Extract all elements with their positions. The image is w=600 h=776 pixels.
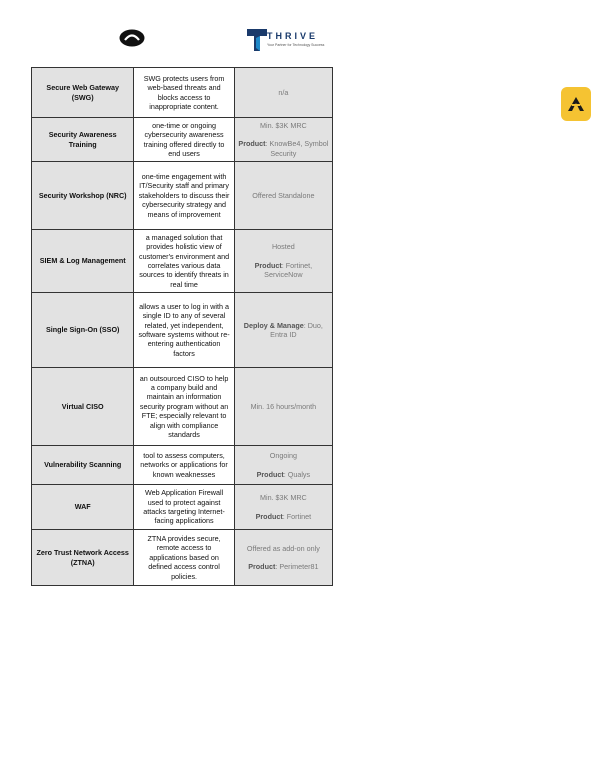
service-pricing <box>234 368 332 446</box>
service-name: Security Awareness Training <box>32 118 134 162</box>
product-value: : Fortinet <box>282 511 312 521</box>
pricing-spacer <box>238 461 329 470</box>
service-name: Vulnerability Scanning <box>32 446 134 485</box>
table-row <box>32 230 333 293</box>
product-value: : Perimeter81 <box>275 562 319 571</box>
product-value: : Duo, Entra ID <box>270 320 323 339</box>
table-row <box>32 118 333 162</box>
pricing-note: Min. $3K MRC <box>259 120 307 130</box>
pricing-note: n/a <box>278 87 289 97</box>
product-value: : Qualys <box>283 469 311 479</box>
pricing-note: Min. $3K MRC <box>259 493 307 503</box>
service-description: tool to assess computers, networks or applications for known weaknesses <box>134 446 234 485</box>
pricing-spacer <box>238 252 329 261</box>
product-label: Product <box>238 139 266 149</box>
pricing-note: Ongoing <box>269 451 297 461</box>
service-name: SIEM & Log Management <box>32 230 134 293</box>
pricing-note: Offered Standalone <box>252 190 315 200</box>
pricing-spacer <box>238 503 329 512</box>
service-pricing <box>234 68 332 118</box>
table-row <box>32 446 333 485</box>
pricing-spacer <box>238 130 329 139</box>
product-label: Product <box>255 511 283 521</box>
table-row <box>32 293 333 368</box>
product-label: Deploy & Manage <box>243 320 304 330</box>
product-line <box>238 261 329 280</box>
service-name: Virtual CISO <box>32 368 134 446</box>
pricing-spacer <box>238 553 329 562</box>
pricing-note: Hosted <box>271 242 295 252</box>
product-label: Product <box>256 469 284 479</box>
service-name: Security Workshop (NRC) <box>32 162 134 230</box>
service-pricing <box>234 118 332 162</box>
service-description: SWG protects users from web-based threats and blocks access to inappropriate content. <box>134 68 234 118</box>
pricing-note: Min. 16 hours/month <box>250 401 317 411</box>
product-value: : Fortinet, ServiceNow <box>264 260 313 280</box>
table-row <box>32 162 333 230</box>
thrive-logo-icon <box>247 29 267 51</box>
service-pricing <box>234 230 332 293</box>
service-name: Single Sign-On (SSO) <box>32 293 134 368</box>
service-pricing <box>234 162 332 230</box>
service-pricing <box>234 530 332 586</box>
service-description: ZTNA provides secure, remote access to applications based on defined access control policies. <box>134 530 234 586</box>
product-line <box>238 470 329 479</box>
product-value: : KnowBe4, Symbol Security <box>265 139 329 158</box>
product-label: Product <box>248 562 276 571</box>
service-description: one-time or ongoing cybersecurity awareness training offered directly to end users <box>134 118 234 162</box>
brand-badge-icon <box>568 97 584 111</box>
service-pricing <box>234 293 332 368</box>
thrive-wordmark: THRIVE <box>267 31 319 41</box>
service-description: allows a user to log in with a single ID to any of several related, yet independent, software systems without re-entering authentication factors <box>134 293 234 368</box>
product-line <box>238 562 329 571</box>
table-row <box>32 68 333 118</box>
partner-logo-icon <box>119 29 145 47</box>
service-name: Secure Web Gateway (SWG) <box>32 68 134 118</box>
service-description: a managed solution that provides holistic view of customer's environment and correlates various data sources to identify threats in real time <box>134 230 234 293</box>
product-label: Product <box>254 260 282 270</box>
product-line <box>238 321 329 340</box>
product-line <box>238 139 329 158</box>
table-row <box>32 368 333 446</box>
table-row <box>32 530 333 586</box>
service-description: Web Application Firewall used to protect against attacks targeting Internet-facing applications <box>134 485 234 530</box>
service-description: an outsourced CISO to help a company build and maintain an information security program without an FTE; especially relevant to align with compliance standards <box>134 368 234 446</box>
thrive-tagline: Your Partner for Technology Success <box>267 43 325 47</box>
service-pricing <box>234 485 332 530</box>
service-name: Zero Trust Network Access (ZTNA) <box>32 530 134 586</box>
product-line <box>238 512 329 521</box>
pricing-note: Offered as add-on only <box>246 543 320 553</box>
service-pricing <box>234 446 332 485</box>
services-table <box>31 67 333 586</box>
table-row <box>32 485 333 530</box>
service-name: WAF <box>32 485 134 530</box>
service-description: one-time engagement with IT/Security staff and primary stakeholders to discuss their cybersecurity strategy and means of improvement <box>134 162 234 230</box>
side-badge[interactable] <box>561 87 591 121</box>
